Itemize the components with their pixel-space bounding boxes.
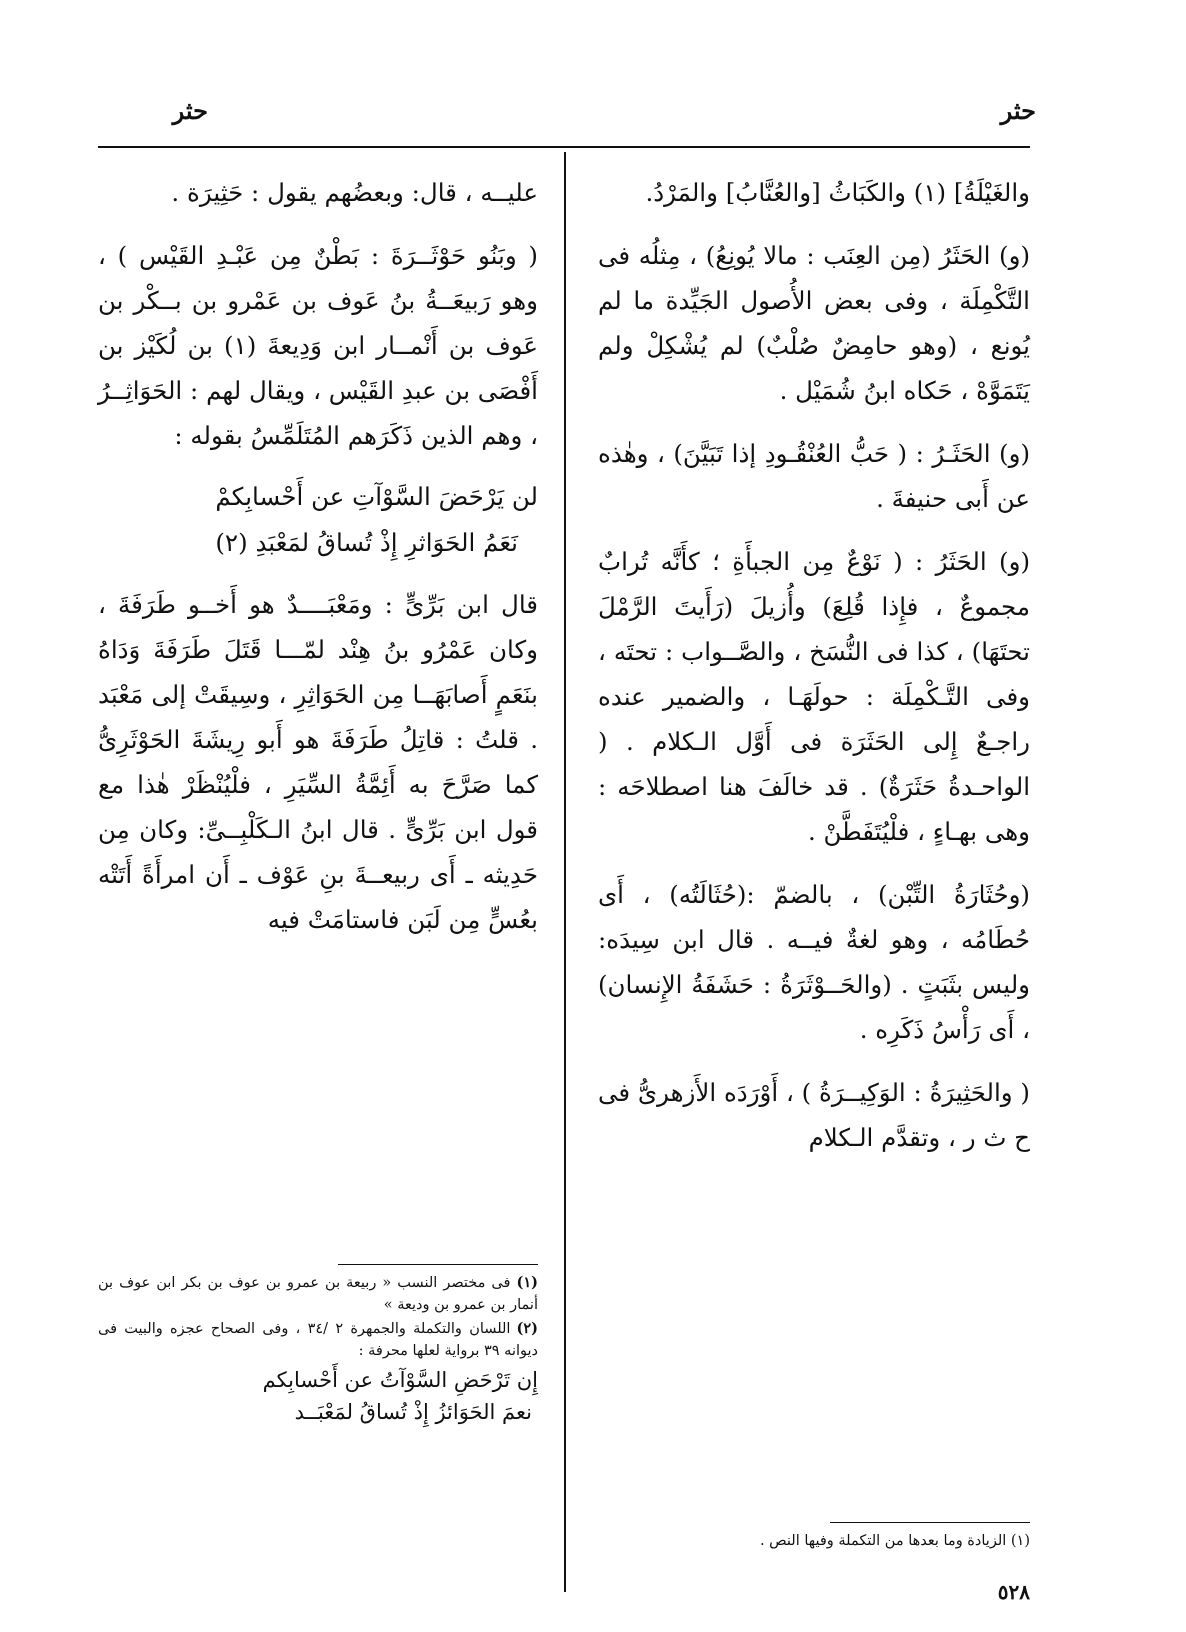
footnote-rule	[338, 1264, 538, 1265]
footnote-text: اللسان والتكملة والجمهرة ٢ /٣٤ ، وفى الصحاح عجزه والبيت فى ديوانه ٣٩ برواية لعلها محرفة :	[98, 1321, 538, 1359]
right-paragraph: (و) الحَثَـرُ : ( حَبُّ العُنْقُـودِ إذا تَبَيَّنَ) ، وهٰذه عن أَبى حنيفةَ .	[598, 439, 1030, 513]
footnote: (١) الزيادة وما بعدها من التكملة وفيها النص .	[759, 1533, 1030, 1549]
header-rule	[98, 146, 1030, 148]
left-paragraph: ( وبَنُو حَوْثَــرَةَ : بَطْنٌ مِن عَبْـدِ القَيْس ) ، وهو رَبيعَــةُ بنُ عَوف بن عَمْرو بن بــكْر بن عَوف بن أَنْمــار ابن وَدِيعةَ (١) بن لُكَيْز بن أَفْصَى بن عبدِ القَيْس ، ويقال لهم : الحَوَاثِــرُ ، وهم الذين ذَكَرَهم المُتَلَمِّسُ بقوله :	[98, 241, 538, 450]
footnote-rule	[830, 1522, 1030, 1523]
page-number: ٥٢٨	[997, 1580, 1030, 1604]
footnotes-right	[598, 1530, 1030, 1554]
right-paragraph: والغَيْلَةُ] (١) والكَبَاثُ [والعُنَّابُ] والمَرْدُ.	[645, 178, 1030, 207]
right-column	[598, 170, 1030, 1178]
footnote	[98, 1318, 538, 1362]
verse-line: نَعَمُ الحَوَاثرِ إِذْ تُساقُ لمَعْبَدِ (٢)	[215, 528, 518, 557]
right-paragraph: (و) الحَثَرُ : ( نَوْعٌ مِن الجبأَةِ ؛ كأَنَّه تُرابٌ مجموعٌ ، فإِذا قُلِعَ) وأُزيلَ (رَأَيتَ الرَّمْلَ تحتَهَا) ، كذا فى النُّسَخ ، والصَّــواب : تحتَه ، وفى التَّـكْمِلَة : حولَهَـا ، والضمير عنده راجـعٌ إِلى الحَثَرَة فى أَوَّل الـكلام . ( الواحـدةُ حَثَرَةٌ) . قد خالَفَ هنا اصطلاحَه : وهى بهـاءٍ ، فلْيُتَفَطَّنْ .	[598, 547, 1030, 846]
left-column	[98, 170, 538, 960]
column-divider	[564, 152, 566, 1592]
right-paragraph: ( والحَثِيرَةُ : الوَكِيــرَةُ ) ، أَوْرَدَه الأَزهرىُّ فى ح ث ر ، وتقدَّم الـكلام	[598, 1078, 1030, 1152]
footnote-verse-line: نعمَ الحَوَائزُ إِذْ تُساقُ لمَعْبَــد	[294, 1400, 532, 1424]
left-paragraph: قال ابن بَرِّىٍّ : ومَعْبَــــدٌ هو أَخــو طَرَفَةَ ، وكان عَمْرُو بنُ هِنْد لمّـــا قَتَلَ طَرَفَةَ وَدَاهُ بنَعَمٍ أَصابَهَــا مِن الحَوَاثِرِ ، وسِيقَتْ إلى مَعْبَد . قلتُ : قاتِلُ طَرَفَةَ هو أَبو رِيشَةَ الحَوْثَرِىُّ كما صَرَّحَ به أَئِمَّةُ السِّيَرِ ، فلْيُنْظَرْ هٰذا مع قول ابن بَرِّىٍّ . قال ابنُ الـكَلْبِــىِّ: وكان مِن حَدِيثه ـ أَى ربيعــةَ بنِ عَوْف ـ أَن امرأَةً أَتَتْه بعُسٍّ مِن لَبَن فاستامَتْ فيه	[98, 590, 538, 934]
right-paragraph: (وحُثَارَةُ التِّبْن) ، بالضمّ :(حُثَالَتُه) ، أَى حُطَامُه ، وهو لغةٌ فيــه . قال ابن سِيدَه: وليس بثَبَتٍ . (والحَــوْثَرَةُ : حَشَفَةُ الإِنسان) ، أَى رَأْسُ ذَكَرِه .	[598, 880, 1030, 1044]
footnote	[98, 1272, 538, 1316]
verse-line: لن يَرْحَضَ السَّوْآتِ عن أَحْسابِكمْ	[215, 482, 538, 511]
footnote-number: (٢)	[516, 1320, 539, 1337]
left-paragraph: عليــه ، قال: وبعضُهم يقول : حَثِيرَة .	[171, 178, 538, 207]
header-word-right: حثر	[1000, 96, 1036, 125]
footnotes-left	[98, 1272, 538, 1428]
right-paragraph: (و) الحَثَرُ (مِن العِنَب : مالا يُونِعُ) ، مِثلُه فى التَّكْمِلَة ، وفى بعض الأُصول الجَيِّدة ما لم يُونع ، (وهو حامِضٌ صُلْبٌ) لم يُشْكِلْ ولم يَتَمَوَّهْ ، حَكاه ابنُ شُمَيْل .	[598, 241, 1030, 405]
header-word-left: حثر	[172, 96, 208, 125]
footnote-number: (١)	[516, 1274, 538, 1291]
footnote-text: فى مختصر النسب « ربيعة بن عمرو بن عوف بن بكر ابن عوف بن أنمار بن عمرو بن وديعة »	[98, 1275, 538, 1313]
footnote-verse-line: إِن تَرْحَضِ السَّوْآتُ عن أَحْسابِكم	[262, 1368, 538, 1392]
